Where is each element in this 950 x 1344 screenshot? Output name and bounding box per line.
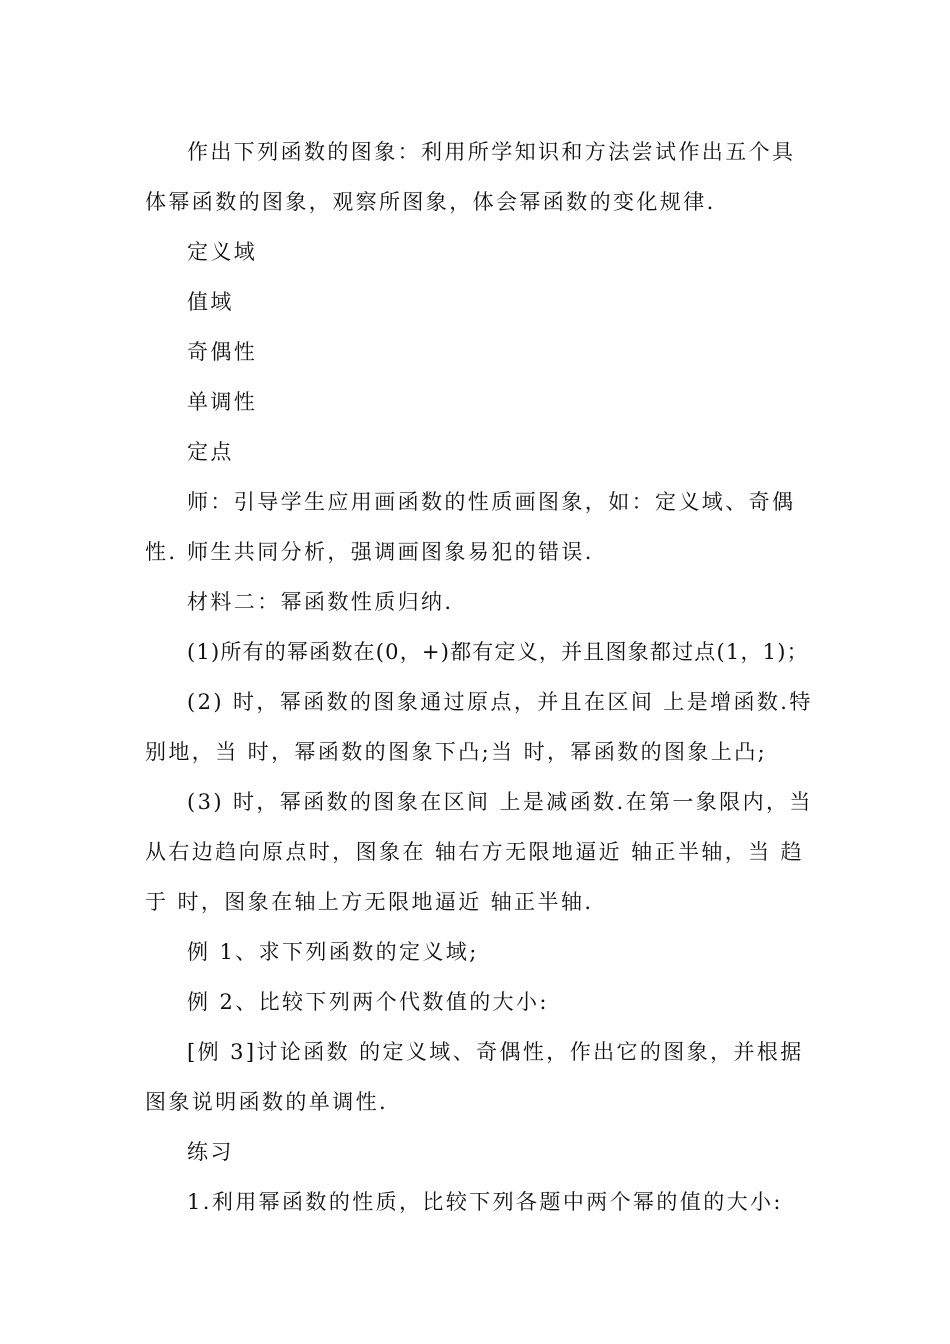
item-fixed-point: 定点 [187, 440, 234, 464]
property-three: (3) 时，幂函数的图象在区间 上是减函数.在第一象限内，当 从右边趋向原点时，图象在 轴右方无限地逼近 轴正半轴，当 趋于 时，图象在轴上方无限地逼近 轴正半轴. [145, 790, 813, 914]
property-one: (1)所有的幂函数在(0，+)都有定义，并且图象都过点(1，1)； [187, 640, 809, 664]
material-two-heading: 材料二：幂函数性质归纳. [187, 590, 454, 614]
example-one: 例 1、求下列函数的定义域; [187, 940, 479, 964]
example-two: 例 2、比较下列两个代数值的大小: [187, 990, 549, 1014]
intro-paragraph: 作出下列函数的图象：利用所学知识和方法尝试作出五个具体幂函数的图象，观察所图象，体会幂函数的变化规律. [145, 140, 796, 214]
item-domain: 定义域 [187, 240, 258, 264]
exercise-one: 1.利用幂函数的性质，比较下列各题中两个幂的值的大小: [187, 1190, 783, 1214]
item-parity: 奇偶性 [187, 340, 258, 364]
property-two: (2) 时，幂函数的图象通过原点，并且在区间 上是增函数.特别地，当 时，幂函数的图象下凸;当 时，幂函数的图象上凸; [145, 690, 813, 764]
item-monotonicity: 单调性 [187, 390, 258, 414]
example-three: [例 3]讨论函数 的定义域、奇偶性，作出它的图象，并根据图象说明函数的单调性. [145, 1040, 804, 1114]
exercise-heading: 练习 [187, 1140, 234, 1164]
joint-analysis: 师生共同分析，强调画图象易犯的错误. [187, 540, 594, 564]
item-range: 值域 [187, 290, 234, 314]
teacher-guidance: 师：引导学生应用画函数的性质画图象，如：定义域、奇偶性. [145, 490, 796, 564]
